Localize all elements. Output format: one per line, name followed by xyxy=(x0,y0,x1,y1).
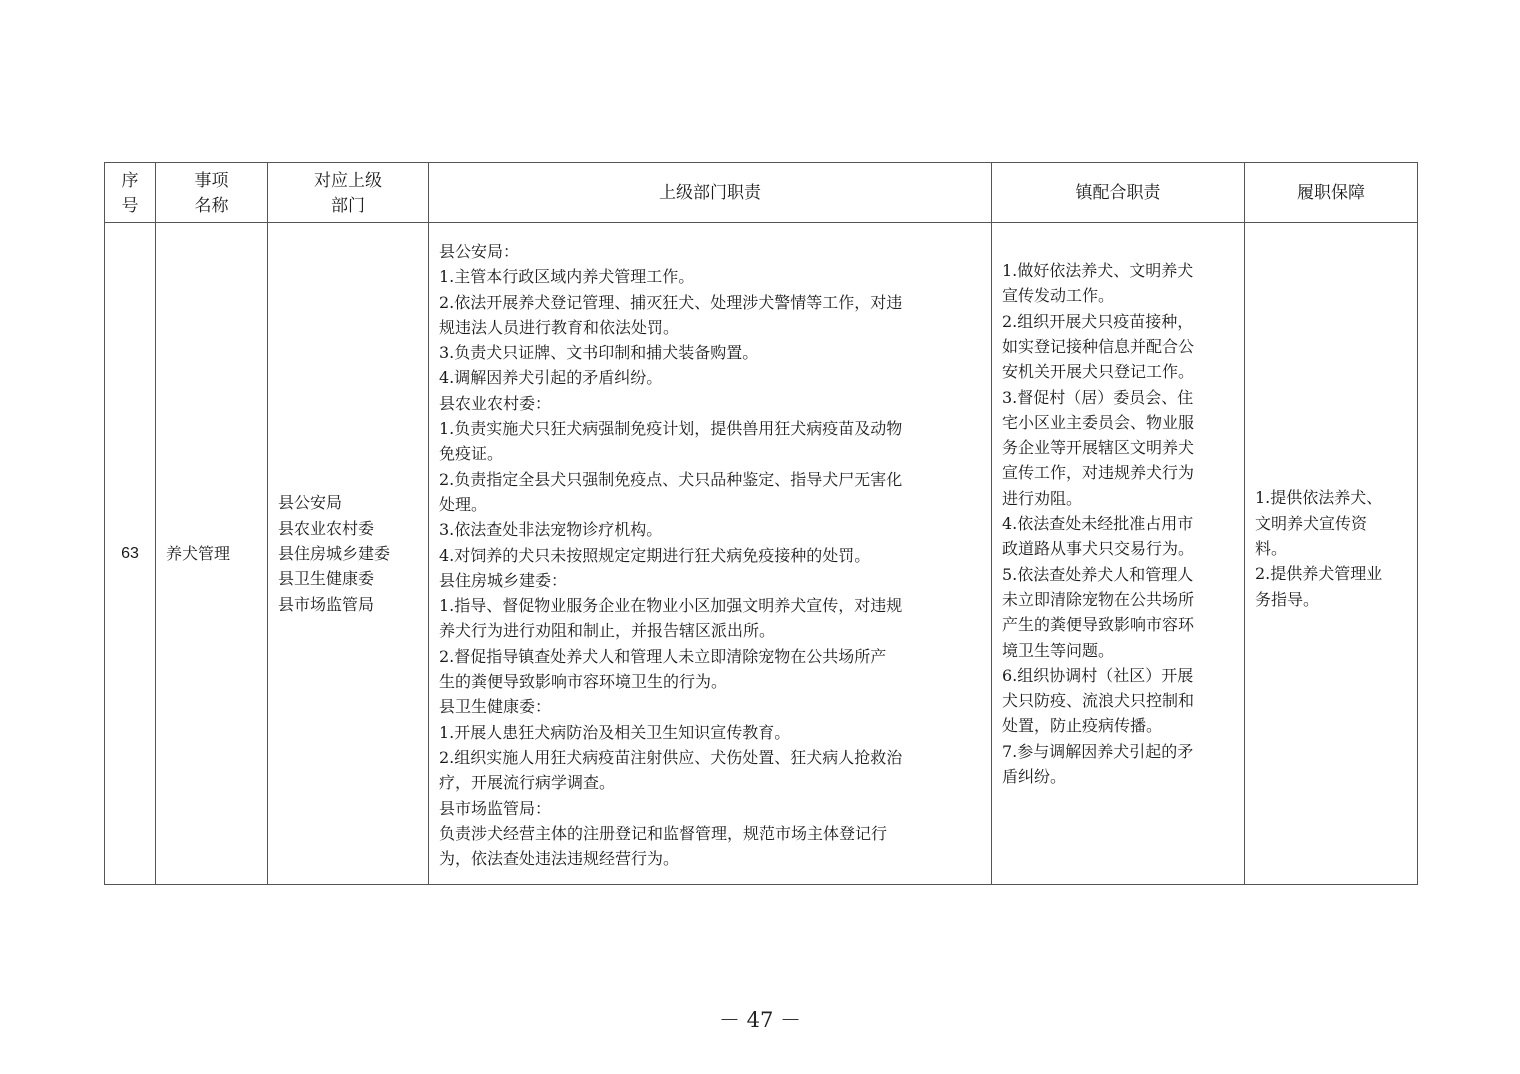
upper-duties-lines xyxy=(439,239,981,871)
text-line: 1.指导、督促物业服务企业在物业小区加强文明养犬宣传，对违规 xyxy=(439,596,903,616)
text-line: 7.参与调解因养犬引起的矛 xyxy=(1002,741,1194,761)
text-line: 处理。 xyxy=(439,494,488,514)
header-guarantee: 履职保障 xyxy=(1245,163,1418,223)
text-line: 产生的粪便导致影响市容环 xyxy=(1002,615,1195,635)
text-line: 免疫证。 xyxy=(439,444,504,464)
text-line: 5.依法查处养犬人和管理人 xyxy=(1002,564,1194,584)
text-line: 县市场监管局： xyxy=(439,798,552,818)
text-line: 宣传工作，对违规养犬行为 xyxy=(1002,463,1195,483)
department-item: 县农业农村委 xyxy=(278,518,375,538)
guarantee-lines xyxy=(1255,485,1407,611)
text-line: 县住房城乡建委： xyxy=(439,570,568,590)
header-department: 对应上级 部门 xyxy=(268,163,429,223)
header-row xyxy=(105,163,1418,223)
department-item: 县住房城乡建委 xyxy=(278,544,391,564)
text-line: 安机关开展犬只登记工作。 xyxy=(1002,362,1195,382)
text-line: 务企业等开展辖区文明养犬 xyxy=(1002,438,1195,458)
text-line: 处置，防止疫病传播。 xyxy=(1002,716,1163,736)
table-row xyxy=(105,223,1418,885)
header-town-duties: 镇配合职责 xyxy=(992,163,1245,223)
text-line: 负责涉犬经营主体的注册登记和监督管理，规范市场主体登记行 xyxy=(439,823,888,843)
text-line: 料。 xyxy=(1255,539,1288,559)
text-line: 养犬行为进行劝阻和制止，并报告辖区派出所。 xyxy=(439,621,776,641)
text-line: 3.督促村（居）委员会、住 xyxy=(1002,387,1194,407)
page-number: － 47 － xyxy=(718,1008,802,1032)
department-item: 县市场监管局 xyxy=(278,594,375,614)
text-line: 2.负责指定全县犬只强制免疫点、犬只品种鉴定、指导犬尸无害化 xyxy=(439,469,903,489)
text-line: 2.组织开展犬只疫苗接种， xyxy=(1002,311,1194,331)
text-line: 1.主管本行政区域内养犬管理工作。 xyxy=(439,267,695,287)
department-item: 县公安局 xyxy=(278,493,343,513)
header-item-name: 事项 名称 xyxy=(156,163,268,223)
text-line: 宅小区业主委员会、物业服 xyxy=(1002,412,1195,432)
text-line: 4.依法查处未经批准占用市 xyxy=(1002,514,1194,534)
text-line: 生的粪便导致影响市容环境卫生的行为。 xyxy=(439,672,728,692)
text-line: 县卫生健康委： xyxy=(439,697,552,717)
text-line: 2.提供养犬管理业 xyxy=(1255,564,1383,584)
text-line: 1.负责实施犬只狂犬病强制免疫计划，提供兽用狂犬病疫苗及动物 xyxy=(439,419,903,439)
text-line: 疗，开展流行病学调查。 xyxy=(439,773,616,793)
item-name: 养犬管理 xyxy=(156,223,268,885)
text-line: 1.开展人患狂犬病防治及相关卫生知识宣传教育。 xyxy=(439,722,791,742)
text-line: 未立即清除宠物在公共场所 xyxy=(1002,589,1195,609)
text-line: 文明养犬宣传资 xyxy=(1255,513,1368,533)
text-line: 犬只防疫、流浪犬只控制和 xyxy=(1002,691,1195,711)
text-line: 为，依法查处违法违规经营行为。 xyxy=(439,849,680,869)
text-line: 县农业农村委： xyxy=(439,393,552,413)
duty-table xyxy=(104,162,1418,885)
text-line: 盾纠纷。 xyxy=(1002,767,1067,787)
text-line: 6.组织协调村（社区）开展 xyxy=(1002,665,1194,685)
text-line: 务指导。 xyxy=(1255,589,1320,609)
text-line: 1.提供依法养犬、 xyxy=(1255,488,1383,508)
text-line: 宣传发动工作。 xyxy=(1002,286,1115,306)
text-line: 规违法人员进行教育和依法处罚。 xyxy=(439,317,680,337)
text-line: 1.做好依法养犬、文明养犬 xyxy=(1002,261,1194,281)
text-line: 2.依法开展养犬登记管理、捕灭狂犬、处理涉犬警情等工作，对违 xyxy=(439,292,903,312)
row-number: 63 xyxy=(105,223,156,885)
text-line: 进行劝阻。 xyxy=(1002,488,1083,508)
department-item: 县卫生健康委 xyxy=(278,569,375,589)
text-line: 2.组织实施人用狂犬病疫苗注射供应、犬伤处置、狂犬病人抢救治 xyxy=(439,747,903,767)
text-line: 如实登记接种信息并配合公 xyxy=(1002,336,1195,356)
text-line: 县公安局： xyxy=(439,242,520,261)
town-duties-lines xyxy=(1002,258,1234,789)
guarantee xyxy=(1245,223,1418,885)
text-line: 3.负责犬只证牌、文书印制和捕犬装备购置。 xyxy=(439,343,759,363)
department-list xyxy=(268,223,429,885)
text-line: 政道路从事犬只交易行为。 xyxy=(1002,539,1195,559)
text-line: 3.依法查处非法宠物诊疗机构。 xyxy=(439,520,663,540)
header-upper-duties: 上级部门职责 xyxy=(429,163,992,223)
text-line: 境卫生等问题。 xyxy=(1002,640,1115,660)
text-line: 4.对饲养的犬只未按照规定定期进行狂犬病免疫接种的处罚。 xyxy=(439,545,871,565)
upper-duties xyxy=(429,223,992,885)
text-line: 4.调解因养犬引起的矛盾纠纷。 xyxy=(439,368,663,388)
text-line: 2.督促指导镇查处养犬人和管理人未立即清除宠物在公共场所产 xyxy=(439,646,887,666)
town-duties xyxy=(992,223,1245,885)
header-no: 序 号 xyxy=(105,163,156,223)
